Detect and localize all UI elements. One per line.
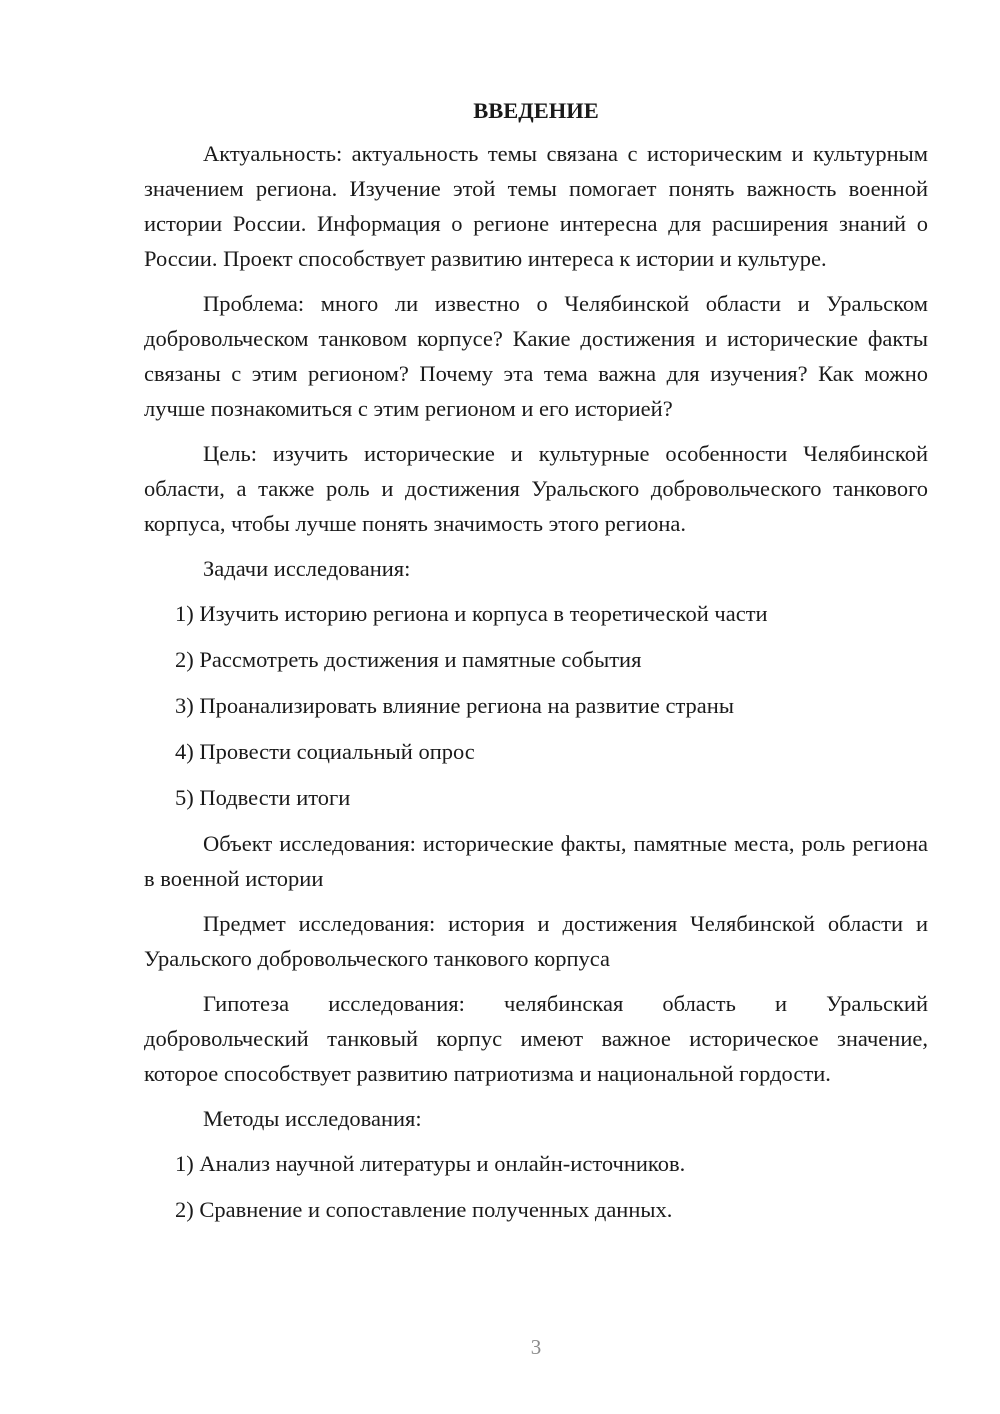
task-item: 1) Изучить историю региона и корпуса в теоретической части xyxy=(175,601,768,626)
task-item: 3) Проанализировать влияние региона на развитие страны xyxy=(175,693,734,718)
goal-paragraph: Цель: изучить исторические и культурные особенности Челябинской области, а также роль и достижения Уральского добровольческого танкового корпуса, чтобы лучше понять значимость этого региона. xyxy=(144,441,928,536)
hypothesis-paragraph: Гипотеза исследования: челябинская область и Уральский добровольческий танковый корпус имеют важное историческое значение, которое способствует развитию патриотизма и национальной гордости. xyxy=(144,991,928,1086)
method-item: 1) Анализ научной литературы и онлайн-источников. xyxy=(175,1151,686,1176)
section-title: ВВЕДЕНИЕ xyxy=(473,98,599,123)
method-item: 2) Сравнение и сопоставление полученных данных. xyxy=(175,1197,673,1222)
task-item: 5) Подвести итоги xyxy=(175,785,351,810)
problem-paragraph: Проблема: много ли известно о Челябинской области и Уральском добровольческом танковом корпусе? Какие достижения и исторические факты связаны с этим регионом? Почему эта тема важна для изучения? Как можно лучше познакомиться с этим регионом и его историей? xyxy=(144,291,928,421)
methods-heading: Методы исследования: xyxy=(203,1106,422,1131)
task-item: 2) Рассмотреть достижения и памятные события xyxy=(175,647,642,672)
subject-paragraph: Предмет исследования: история и достижения Челябинской области и Уральского добровольческого танкового корпуса xyxy=(144,911,928,971)
page-number: 3 xyxy=(530,1335,542,1359)
object-paragraph: Объект исследования: исторические факты, памятные места, роль региона в военной истории xyxy=(144,831,928,891)
tasks-heading: Задачи исследования: xyxy=(203,556,411,581)
page-content xyxy=(144,96,928,1238)
task-item: 4) Провести социальный опрос xyxy=(175,739,475,764)
relevance-paragraph: Актуальность: актуальность темы связана с историческим и культурным значением региона. Изучение этой темы помогает понять важность военной истории России. Информация о регионе интересна для расширения знаний о России. Проект способствует развитию интереса к истории и культуре. xyxy=(144,141,928,271)
